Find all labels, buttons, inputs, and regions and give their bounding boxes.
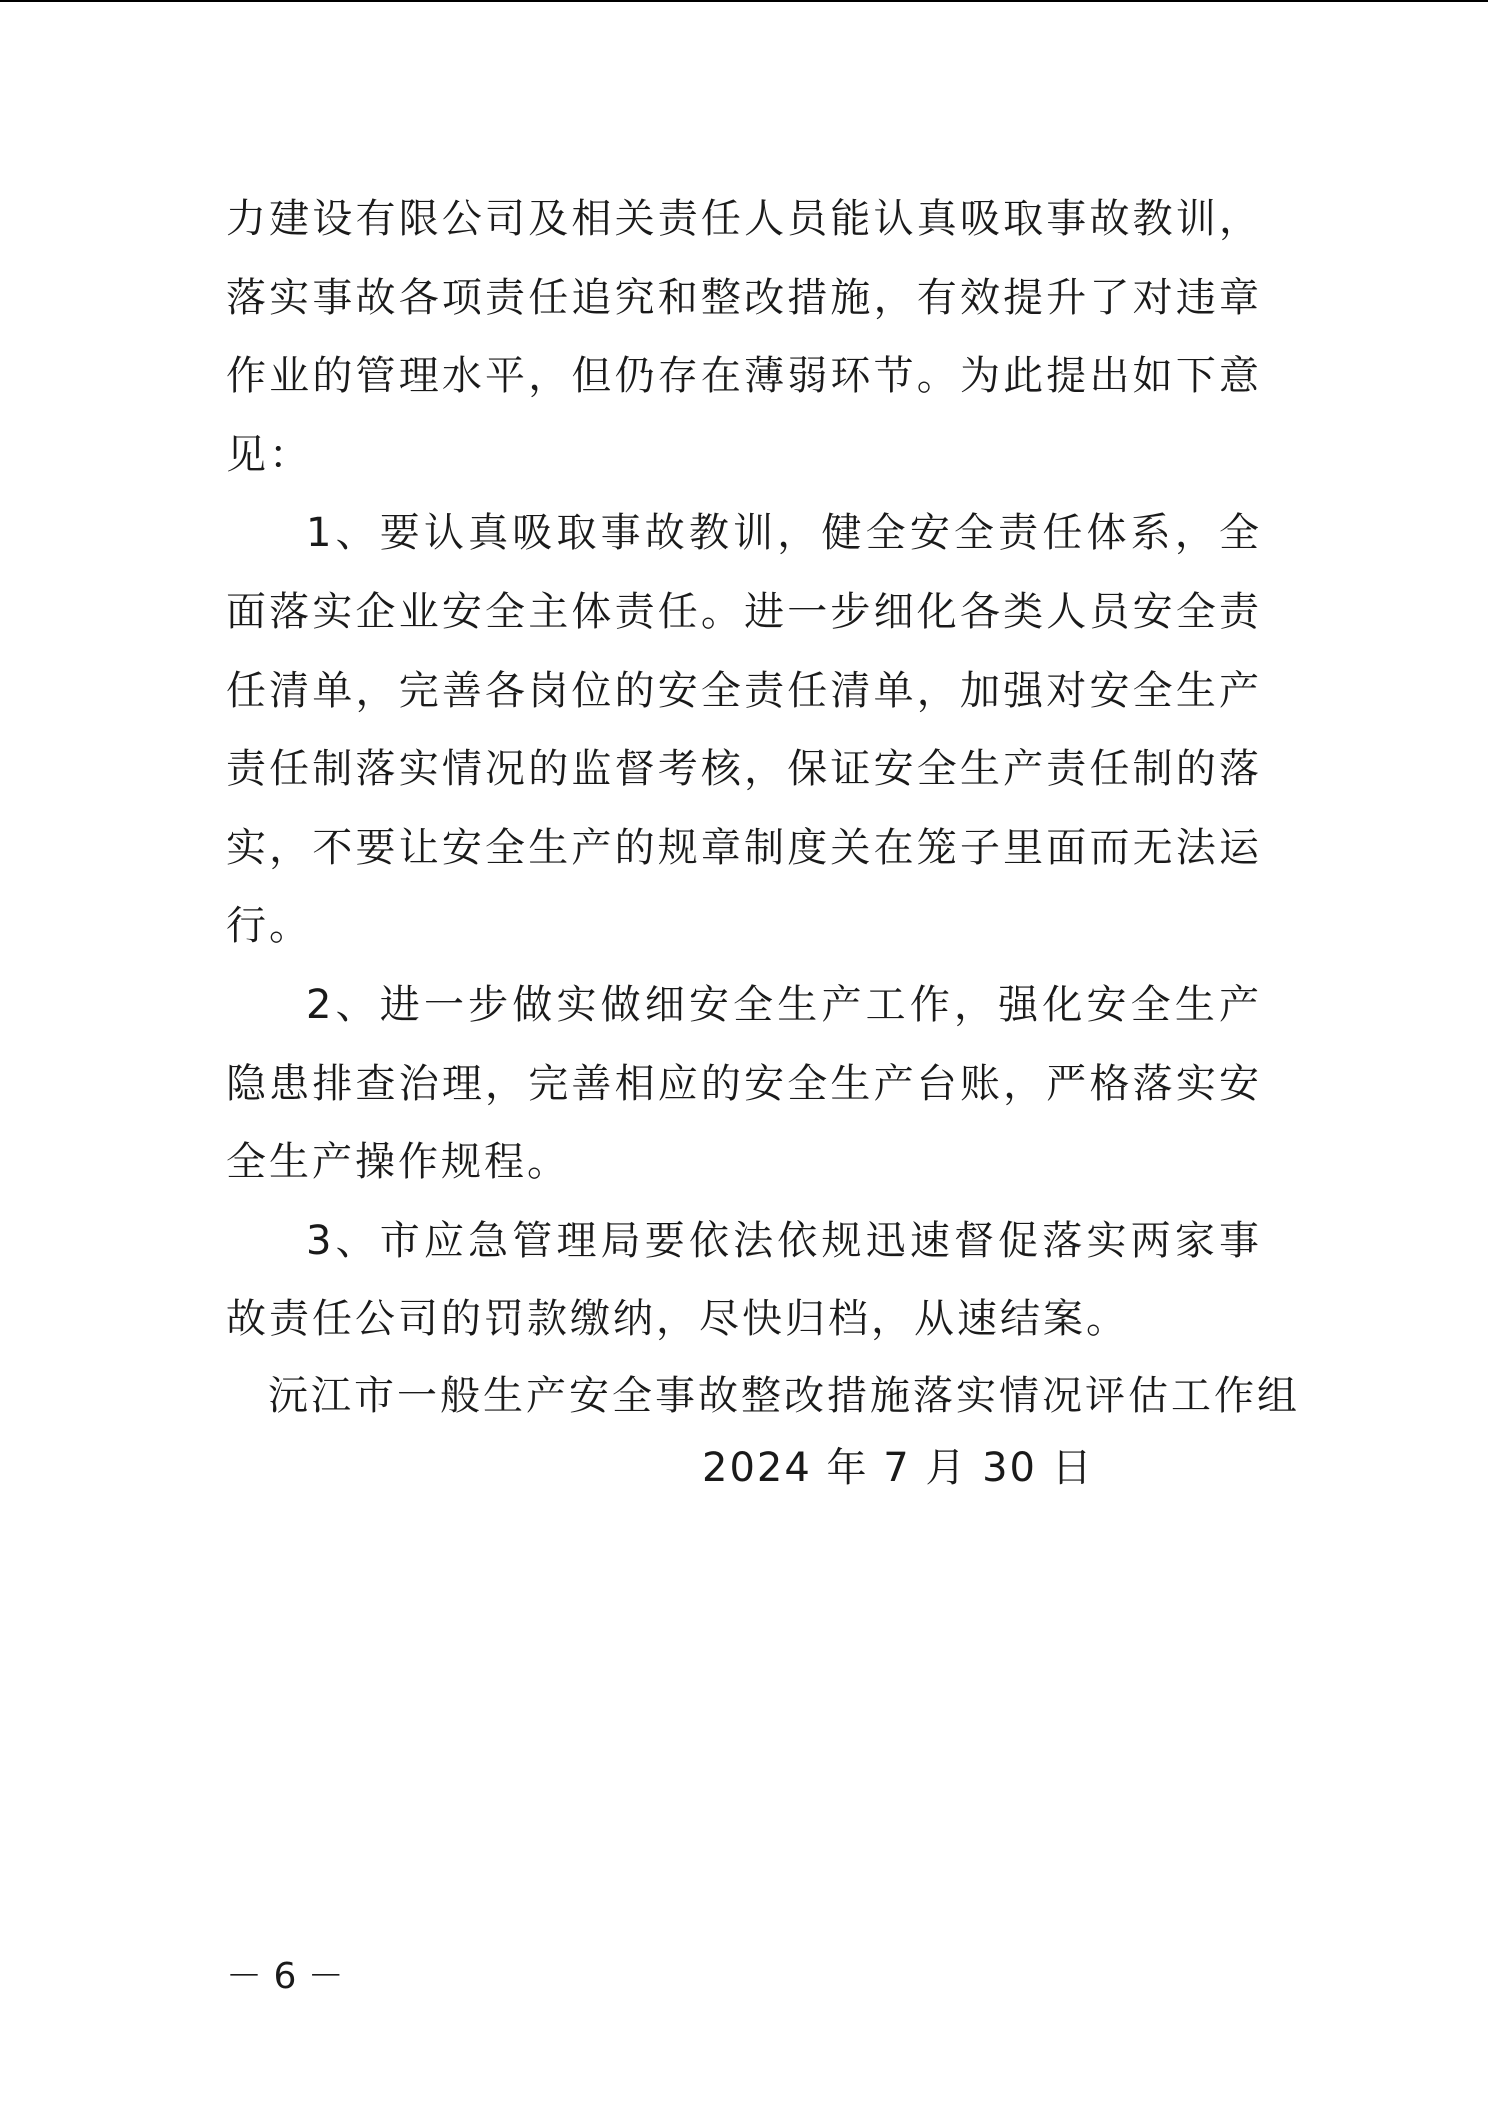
paragraph-item-2: 2、进一步做实做细安全生产工作，强化安全生产隐患排查治理，完善相应的安全生产台账，严格落实安全生产操作规程。: [226, 981, 1262, 1186]
paragraph-item-1: 1、要认真吸取事故教训，健全安全责任体系，全面落实企业安全主体责任。进一步细化各类人员安全责任清单，完善各岗位的安全责任清单，加强对安全生产责任制落实情况的监督考核，保证安全生产责任制的落实，不要让安全生产的规章制度关在笼子里面而无法运行。: [226, 510, 1262, 950]
paragraph-item-3: 3、市应急管理局要依法依规迅速督促落实两家事故责任公司的罚款缴纳，尽快归档，从速结案。: [226, 1217, 1262, 1343]
document-body: [226, 180, 1262, 1359]
signature-date: 2024 年 7 月 30 日: [702, 1445, 1094, 1491]
page-number: － 6 －: [226, 1956, 344, 1997]
signature-organization: 沅江市一般生产安全事故整改措施落实情况评估工作组: [268, 1373, 1300, 1419]
top-border-line: [0, 0, 1488, 2]
paragraph-continuation: 力建设有限公司及相关责任人员能认真吸取事故教训，落实事故各项责任追究和整改措施，有效提升了对违章作业的管理水平，但仍存在薄弱环节。为此提出如下意见：: [226, 196, 1262, 478]
